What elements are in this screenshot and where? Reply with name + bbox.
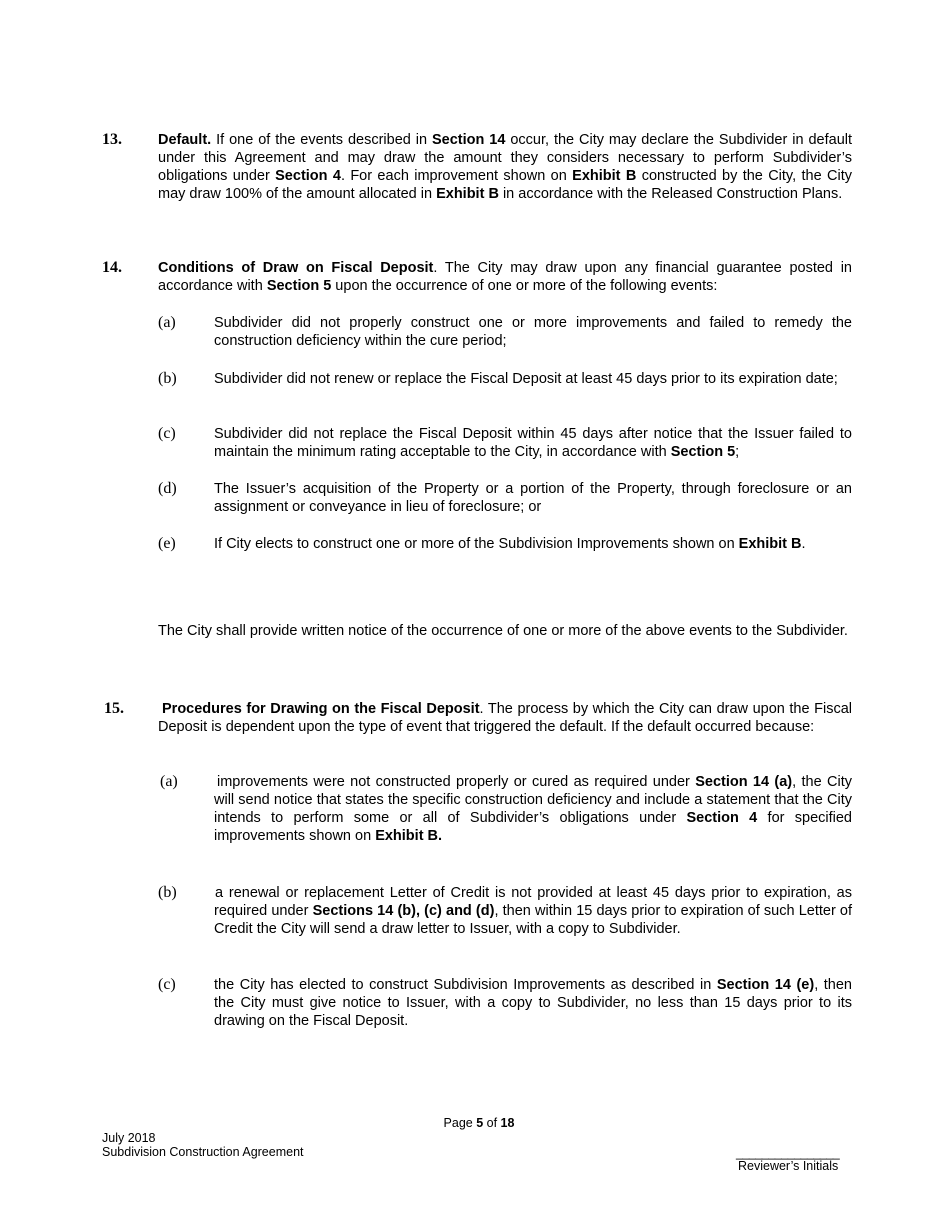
item-14a-text: Subdivider did not properly construct one or more improvements and failed to remedy the construction deficiency within the cure period; — [214, 315, 852, 349]
section-14-paragraph: Conditions of Draw on Fiscal Deposit. The City may draw upon any financial guarantee posted in accordance with Section 5 upon the occurrence of one or more of the following events: — [158, 260, 852, 294]
initials-line: ________________ — [736, 1146, 840, 1160]
section-14-notice: The City shall provide written notice of the occurrence of one or more of the above events to the Subdivider. — [158, 623, 848, 639]
item-15b-text: a renewal or replacement Letter of Credit is not provided at least 45 days prior to expiration, as required under Sections 14 (b), (c) and (d), then within 15 days prior to expiration of such Letter of Credit the City will send a draw letter to Issuer, with a copy to Subdivider. — [214, 885, 853, 937]
section-13-paragraph: Default. If one of the events described in Section 14 occur, the City may declare the Subdivider in default under this Agreement and may draw the amount they considers necessary to perform Subdivider’s obligations under Section 4. For each improvement shown on Exhibit B constructed by the City, the City may draw 100% of the amount allocated in Exhibit B in accordance with the Released Construction Plans. — [158, 132, 853, 202]
item-15c-label: (c) — [158, 976, 176, 993]
item-14d-text: The Issuer’s acquisition of the Property or a portion of the Property, through foreclosure or an assignment or conveyance in lieu of foreclosure; or — [214, 481, 852, 515]
footer-document-name: Subdivision Construction Agreement — [102, 1145, 304, 1159]
section-15-title: Procedures for Drawing on the Fiscal Deposit — [162, 701, 480, 717]
section-14-number: 14. — [102, 259, 122, 276]
section-13-title: Default. — [158, 132, 212, 148]
section-15-paragraph: Procedures for Drawing on the Fiscal Deposit. The process by which the City can draw upon the Fiscal Deposit is dependent upon the type of event that triggered the default. If the default occurred because: — [158, 701, 853, 735]
footer-date: July 2018 — [102, 1131, 156, 1145]
item-15b-label: (b) — [158, 884, 177, 901]
section-13-number: 13. — [102, 131, 122, 148]
item-14a-label: (a) — [158, 314, 176, 331]
item-14e-text: If City elects to construct one or more of the Subdivision Improvements shown on Exhibit B. — [214, 536, 806, 552]
item-15a-label: (a) — [160, 773, 178, 790]
item-14c-label: (c) — [158, 425, 176, 442]
item-14c-text: Subdivider did not replace the Fiscal Deposit within 45 days after notice that the Issuer failed to maintain the minimum rating acceptable to the City, in accordance with Section 5; — [214, 426, 852, 460]
item-14b-label: (b) — [158, 370, 177, 387]
item-14d-label: (d) — [158, 480, 177, 497]
item-14e-label: (e) — [158, 535, 176, 552]
section-15-number: 15. — [104, 700, 124, 717]
item-14b-text: Subdivider did not renew or replace the Fiscal Deposit at least 45 days prior to its expiration date; — [214, 371, 838, 387]
item-15a-text: improvements were not constructed properly or cured as required under Section 14 (a), the City will send notice that states the specific construction deficiency and include a statement that the City intends to perform some or all of Subdivider’s obligations under Section 4 for specified improvements shown on Exhibit B. — [214, 774, 852, 844]
reviewer-initials-label: Reviewer’s Initials — [738, 1159, 839, 1173]
page-number: Page 5 of 18 — [443, 1116, 515, 1130]
section-14-title: Conditions of Draw on Fiscal Deposit — [158, 260, 434, 276]
item-15c-text: the City has elected to construct Subdivision Improvements as described in Section 14 (e), then the City must give notice to Issuer, with a copy to Subdivider, no less than 15 days prior to its drawing on the Fiscal Deposit. — [214, 977, 852, 1029]
